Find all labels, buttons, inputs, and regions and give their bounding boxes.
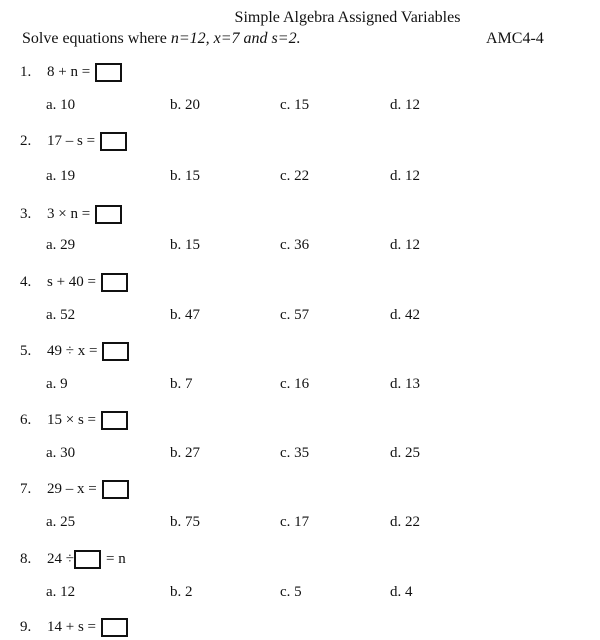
answer-box[interactable] bbox=[95, 63, 122, 82]
question-number: 7. bbox=[20, 480, 32, 497]
option-a[interactable]: a. 9 bbox=[46, 376, 68, 392]
question-expression: 29 – x = bbox=[47, 480, 97, 497]
instructions-variables: n=12, x=7 and s=2. bbox=[170, 30, 301, 47]
option-c[interactable]: c. 22 bbox=[280, 168, 310, 184]
option-a[interactable]: a. 19 bbox=[46, 168, 76, 184]
option-d[interactable]: d. 13 bbox=[390, 376, 420, 392]
question-number: 1. bbox=[20, 63, 32, 80]
option-b[interactable]: b. 2 bbox=[170, 584, 193, 600]
option-c[interactable]: c. 16 bbox=[280, 376, 310, 392]
option-d[interactable]: d. 42 bbox=[390, 307, 420, 323]
option-c[interactable]: c. 36 bbox=[280, 237, 310, 253]
answer-box[interactable] bbox=[102, 342, 129, 361]
option-a[interactable]: a. 29 bbox=[46, 237, 76, 253]
option-d[interactable]: d. 12 bbox=[390, 97, 420, 113]
question-number: 9. bbox=[20, 618, 32, 635]
option-d[interactable]: d. 22 bbox=[390, 514, 420, 530]
options-6 bbox=[0, 445, 600, 465]
option-d[interactable]: d. 12 bbox=[390, 168, 420, 184]
question-number: 4. bbox=[20, 273, 32, 290]
question-expression: s + 40 = bbox=[47, 273, 97, 290]
question-expression: 3 × n = bbox=[47, 205, 91, 222]
option-c[interactable]: c. 57 bbox=[280, 307, 310, 323]
worksheet-title: Simple Algebra Assigned Variables bbox=[234, 9, 461, 26]
question-3 bbox=[20, 201, 122, 227]
option-d[interactable]: d. 4 bbox=[390, 584, 413, 600]
question-number: 2. bbox=[20, 132, 32, 149]
option-b[interactable]: b. 7 bbox=[170, 376, 193, 392]
answer-box[interactable] bbox=[101, 411, 128, 430]
question-1 bbox=[20, 59, 122, 85]
option-b[interactable]: b. 15 bbox=[170, 168, 200, 184]
answer-box[interactable] bbox=[102, 480, 129, 499]
option-c[interactable]: c. 35 bbox=[280, 445, 310, 461]
question-number: 3. bbox=[20, 205, 32, 222]
question-expression-tail: = n bbox=[105, 550, 126, 567]
answer-box[interactable] bbox=[101, 618, 128, 637]
question-expression: 14 + s = bbox=[47, 618, 97, 635]
question-number: 8. bbox=[20, 550, 32, 567]
options-1 bbox=[0, 97, 600, 117]
question-number: 6. bbox=[20, 411, 32, 428]
options-5 bbox=[0, 376, 600, 396]
question-5 bbox=[20, 338, 129, 364]
question-number: 5. bbox=[20, 342, 32, 359]
answer-box[interactable] bbox=[101, 273, 128, 292]
option-a[interactable]: a. 30 bbox=[46, 445, 76, 461]
instructions bbox=[22, 30, 301, 48]
question-expression: 8 + n = bbox=[47, 63, 91, 80]
option-c[interactable]: c. 5 bbox=[280, 584, 302, 600]
option-b[interactable]: b. 47 bbox=[170, 307, 200, 323]
option-c[interactable]: c. 17 bbox=[280, 514, 310, 530]
options-2 bbox=[0, 168, 600, 188]
options-7 bbox=[0, 514, 600, 534]
question-expression: 17 – s = bbox=[47, 132, 96, 149]
option-b[interactable]: b. 20 bbox=[170, 97, 200, 113]
option-a[interactable]: a. 52 bbox=[46, 307, 76, 323]
instructions-lead: Solve equations where bbox=[22, 30, 171, 47]
option-a[interactable]: a. 10 bbox=[46, 97, 76, 113]
option-c[interactable]: c. 15 bbox=[280, 97, 310, 113]
question-7 bbox=[20, 476, 129, 502]
question-expression: 15 × s = bbox=[47, 411, 97, 428]
worksheet-code: AMC4-4 bbox=[486, 30, 544, 47]
question-4 bbox=[20, 269, 128, 295]
options-8 bbox=[0, 584, 600, 604]
options-3 bbox=[0, 237, 600, 257]
question-expression: 24 ÷ bbox=[47, 550, 74, 567]
option-d[interactable]: d. 12 bbox=[390, 237, 420, 253]
answer-box[interactable] bbox=[100, 132, 127, 151]
option-b[interactable]: b. 15 bbox=[170, 237, 200, 253]
option-b[interactable]: b. 75 bbox=[170, 514, 200, 530]
option-d[interactable]: d. 25 bbox=[390, 445, 420, 461]
answer-box[interactable] bbox=[74, 550, 101, 569]
option-a[interactable]: a. 25 bbox=[46, 514, 76, 530]
answer-box[interactable] bbox=[95, 205, 122, 224]
option-a[interactable]: a. 12 bbox=[46, 584, 76, 600]
question-2 bbox=[20, 128, 127, 154]
question-8 bbox=[20, 546, 126, 572]
option-b[interactable]: b. 27 bbox=[170, 445, 200, 461]
question-expression: 49 ÷ x = bbox=[47, 342, 98, 359]
options-4 bbox=[0, 307, 600, 327]
question-9 bbox=[20, 614, 128, 640]
question-6 bbox=[20, 407, 128, 433]
